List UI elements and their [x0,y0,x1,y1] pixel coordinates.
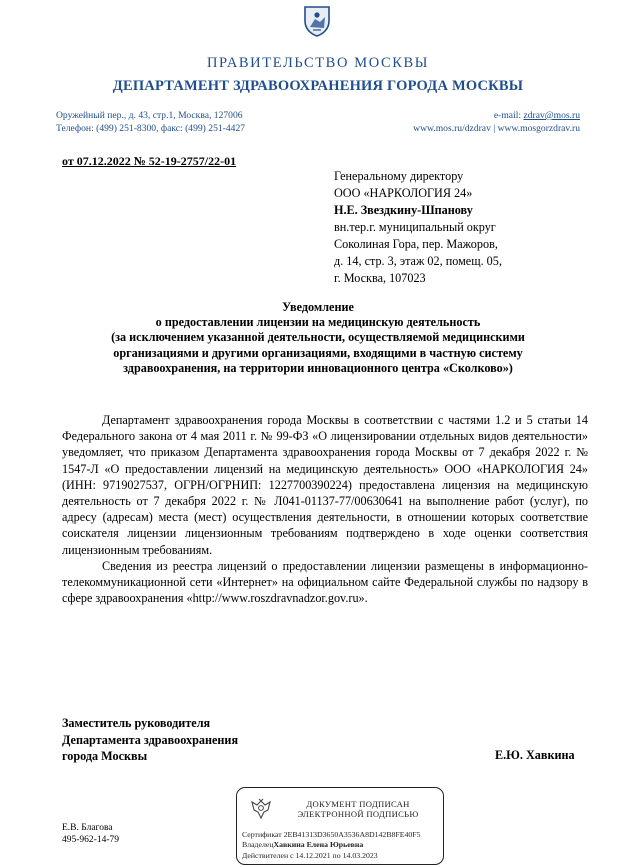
contact-info-left [56,110,245,135]
contact-info-right [413,110,580,135]
body-paragraph: Сведения из реестра лицензий о предоставлении лицензии размещены в информационно-телекоммуникационной сети «Интернет» на официальном сайте Федеральной службы по надзору в сфере здравоохранения «http://www.roszdravnadzor.gov.ru». [62,558,588,606]
addressee-block [334,168,584,287]
subject-line: (за исключением указанной деятельности, осуществляемой медицинскими [111,330,525,345]
moscow-coat-of-arms-icon [298,4,336,38]
stamp-validity: Действителен с 14.12.2021 по 14.03.2023 [242,850,378,860]
addressee-address-line: вн.тер.г. муниципальный округ [334,220,496,234]
addressee-address-line: Соколиная Гора, пер. Мажоров, [334,237,498,251]
addressee-address-line: д. 14, стр. 3, этаж 02, помещ. 05, [334,254,502,268]
stamp-title [277,799,439,819]
department-address: Оружейный пер., д. 43, стр.1, Москва, 127006 [56,110,243,121]
addressee-address-line: г. Москва, 107023 [334,271,426,285]
executor-name: Е.В. Благова [62,823,113,833]
signatory-title-line: города Москвы [62,749,148,763]
signatory-name: Е.Ю. Хавкина [495,748,575,762]
document-reference: от 07.12.2022 № 52-19-2757/22-01 [62,154,237,168]
stamp-title-line: ДОКУМЕНТ ПОДПИСАН [306,799,410,809]
addressee-position: Генеральному директору [334,169,464,183]
website-links[interactable]: www.mos.ru/dzdrav | www.mosgorzdrav.ru [413,122,580,134]
notice-subject [40,300,596,376]
signatory-title [62,715,238,765]
stamp-owner [242,840,421,850]
stamp-details [242,830,421,861]
certificate-label: Сертификат [242,830,282,839]
executor-info [62,822,119,846]
government-title: ПРАВИТЕЛЬСТВО МОСКВЫ [206,55,430,71]
electronic-signature-stamp [236,787,444,865]
stamp-certificate [242,830,421,840]
email-link[interactable]: zdrav@mos.ru [523,110,580,121]
body-paragraph: Департамент здравоохранения города Москвы в соответствии с частями 1.2 и 5 статьи 14 Федерального закона от 4 мая 2011 г. № 99-ФЗ «О лицензировании отдельных видов деятельности» уведомляет, что приказом Департамента здравоохранения города Москвы от 7 декабря 2022 г. № 1547-Л «О предоставлении лицензий на медицинскую деятельность» ООО «НАРКОЛОГИЯ 24» (ИНН: 9719027537, ОГРН/ОГРНИП: 1227700390224) предоставлена лицензия на медицинскую деятельность от 7 декабря 2022 г. № Л041-01137-77/00630641 на выполнение работ (услуг), по адресу (адресам) места (мест) осуществления деятельности, в отношении которых соответствие соискателя лицензии лицензионным требованиям подтверждено в ходе оценки соответствия лицензионным требованиям. [62,413,588,557]
owner-name: Хавкина Елена Юрьевна [273,840,364,850]
department-title: ДЕПАРТАМЕНТ ЗДРАВООХРАНЕНИЯ ГОРОДА МОСКВЫ [112,78,524,94]
notice-body [62,412,588,606]
department-phone: Телефон: (499) 251-8300, факс: (499) 251-4427 [56,122,246,134]
subject-line: здравоохранения, на территории инновационного центра «Сколково») [123,360,513,375]
stamp-title-line: ЭЛЕКТРОННОЙ ПОДПИСЬЮ [297,809,419,819]
signatory-title-line: Заместитель руководителя [62,716,211,730]
subject-heading: Уведомление [282,300,354,314]
addressee-name: Н.Е. Звездкину-Шпанову [334,203,473,217]
signatory-title-line: Департамента здравоохранения [62,732,239,747]
addressee-company: ООО «НАРКОЛОГИЯ 24» [334,186,473,200]
russia-coat-of-arms-icon [249,797,273,821]
email-label: e-mail: [493,110,522,121]
owner-label: Владелец [242,840,274,850]
subject-line: о предоставлении лицензии на медицинскую деятельность [155,315,481,330]
executor-phone: 495-962-14-79 [62,835,119,845]
certificate-number: 2EB41313D3650A3536A8D142B8FE40F5 [283,830,421,839]
subject-line: организациями и другими организациями, входящими в частную систему [113,345,523,360]
